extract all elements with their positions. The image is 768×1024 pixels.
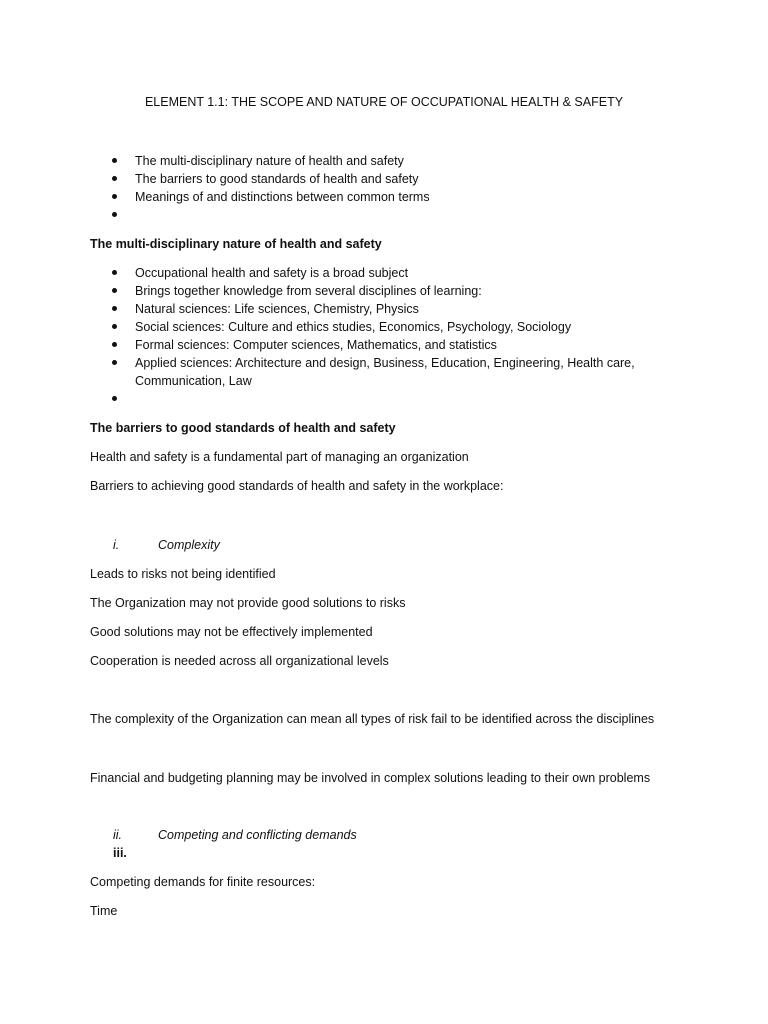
section1-bullet-label: Formal sciences: Computer sciences, Mathematics, and statistics	[135, 338, 497, 352]
bullet-icon	[112, 306, 117, 311]
section2-paragraph: Barriers to achieving good standards of health and safety in the workplace:	[90, 479, 504, 493]
roman-list-label: Competing and conflicting demands	[158, 828, 357, 842]
complexity-line: Leads to risks not being identified	[90, 567, 276, 581]
intro-bullet-label: The multi-disciplinary nature of health and safety	[135, 154, 404, 168]
section1-bullet-item	[90, 354, 690, 390]
complexity-paragraph: Financial and budgeting planning may be involved in complex solutions leading to their own problems	[90, 771, 651, 785]
section2-heading: The barriers to good standards of health and safety	[90, 421, 396, 435]
bullet-icon	[112, 158, 117, 163]
bullet-icon	[112, 288, 117, 293]
bullet-icon	[112, 194, 117, 199]
roman-list-marker: i.	[113, 538, 120, 552]
section1-bullet-label: Social sciences: Culture and ethics studies, Economics, Psychology, Sociology	[135, 320, 572, 334]
section1-bullet-label: Brings together knowledge from several disciplines of learning:	[135, 284, 482, 298]
complexity-line: Cooperation is needed across all organizational levels	[90, 654, 389, 668]
competing-heading: Competing demands for finite resources:	[90, 875, 316, 889]
roman-list-marker: iii.	[113, 846, 127, 860]
bullet-icon	[112, 212, 117, 217]
bullet-icon	[112, 324, 117, 329]
bullet-icon	[112, 360, 117, 365]
section1-bullet-label: Natural sciences: Life sciences, Chemistry, Physics	[135, 302, 419, 316]
roman-list-marker: ii.	[113, 828, 123, 842]
intro-bullet-label: The barriers to good standards of health and safety	[135, 172, 419, 186]
section1-heading: The multi-disciplinary nature of health and safety	[90, 237, 382, 251]
time-label: Time	[90, 904, 118, 918]
complexity-line: The Organization may not provide good solutions to risks	[90, 596, 406, 610]
section1-bullet-label: Occupational health and safety is a broad subject	[135, 266, 409, 280]
intro-bullet-label: Meanings of and distinctions between common terms	[135, 190, 430, 204]
bullet-icon	[112, 342, 117, 347]
section1-bullet-label: Applied sciences: Architecture and design, Business, Education, Engineering, Health care, Communication, Law	[135, 356, 635, 388]
complexity-paragraph: The complexity of the Organization can mean all types of risk fail to be identified across the disciplines	[90, 712, 655, 726]
complexity-line: Good solutions may not be effectively implemented	[90, 625, 373, 639]
bullet-icon	[112, 270, 117, 275]
document-title: ELEMENT 1.1: THE SCOPE AND NATURE OF OCCUPATIONAL HEALTH & SAFETY	[144, 95, 624, 109]
roman-list-label: Complexity	[158, 538, 220, 552]
bullet-icon	[112, 396, 117, 401]
bullet-icon	[112, 176, 117, 181]
section2-paragraph: Health and safety is a fundamental part of managing an organization	[90, 450, 469, 464]
